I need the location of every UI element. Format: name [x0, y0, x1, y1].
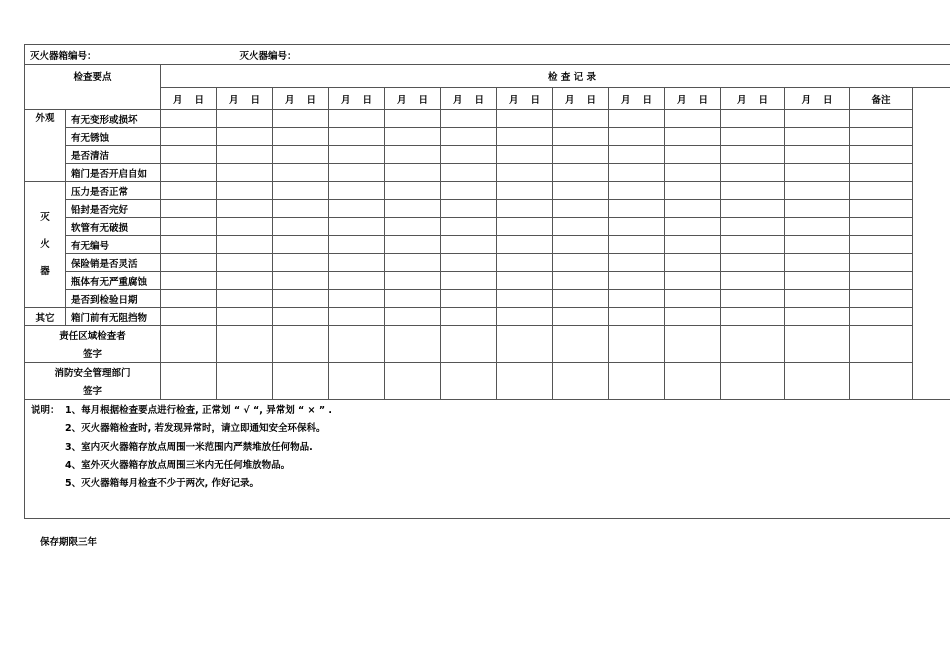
record-cell[interactable]: [497, 272, 553, 290]
month-label: 月: [508, 94, 519, 106]
check-item-label: 有无变形或损坏: [66, 110, 161, 128]
record-cell[interactable]: [609, 200, 665, 218]
month-day-label: [677, 92, 708, 106]
signature-cell[interactable]: [273, 326, 329, 363]
month-label: 月: [564, 94, 575, 106]
day-label: 日: [250, 94, 261, 106]
check-item-row: [25, 164, 950, 182]
date-column-header: [161, 88, 217, 110]
record-cell[interactable]: [217, 146, 273, 164]
notes-row: [25, 400, 950, 519]
month-label: 月: [228, 94, 239, 106]
group-label-char: 灭: [40, 212, 50, 223]
record-cell[interactable]: [161, 200, 217, 218]
record-cell[interactable]: [497, 128, 553, 146]
date-header-row: [25, 88, 950, 110]
record-cell[interactable]: [785, 182, 850, 200]
check-item-row: [25, 218, 950, 236]
day-label: 日: [758, 94, 769, 106]
record-cell[interactable]: [785, 236, 850, 254]
date-column-header: [721, 88, 785, 110]
record-cell[interactable]: [217, 254, 273, 272]
record-cell[interactable]: [441, 308, 497, 326]
record-cell[interactable]: [329, 128, 385, 146]
check-item-label: 箱门是否开启自如: [66, 164, 161, 182]
record-cell[interactable]: [665, 110, 721, 128]
record-cell[interactable]: [385, 128, 441, 146]
month-day-label: [509, 92, 540, 106]
record-cell[interactable]: [217, 182, 273, 200]
record-cell[interactable]: [721, 146, 785, 164]
record-cell[interactable]: [385, 290, 441, 308]
record-cell[interactable]: [665, 164, 721, 182]
record-cell[interactable]: [385, 218, 441, 236]
record-cell[interactable]: [441, 236, 497, 254]
record-cell[interactable]: [329, 146, 385, 164]
note-item: 2、灭火器箱检查时, 若发现异常时，请立即通知安全环保科。: [65, 423, 326, 435]
record-cell[interactable]: [329, 290, 385, 308]
record-cell[interactable]: [665, 290, 721, 308]
record-cell[interactable]: [850, 128, 913, 146]
record-cell[interactable]: [609, 308, 665, 326]
record-cell[interactable]: [665, 128, 721, 146]
retention-period: 保存期限三年: [40, 537, 98, 548]
record-cell[interactable]: [217, 128, 273, 146]
header-row: [25, 45, 950, 65]
record-cell[interactable]: [553, 200, 609, 218]
record-cell[interactable]: [553, 308, 609, 326]
record-cell[interactable]: [329, 308, 385, 326]
record-cell[interactable]: [329, 218, 385, 236]
note-item: 3、室内灭火器箱存放点周围一米范围内严禁堆放任何物品.: [65, 441, 313, 453]
signature-row: [25, 326, 950, 345]
record-cell[interactable]: [721, 110, 785, 128]
record-cell[interactable]: [850, 236, 913, 254]
date-column-header: [273, 88, 329, 110]
date-column-header: [553, 88, 609, 110]
inspection-record-table: [24, 44, 950, 519]
month-day-label: [285, 92, 316, 106]
record-cell[interactable]: [785, 110, 850, 128]
record-cell[interactable]: [850, 272, 913, 290]
record-cell[interactable]: [273, 254, 329, 272]
day-label: 日: [362, 94, 373, 106]
record-cell[interactable]: [609, 218, 665, 236]
date-column-header: [329, 88, 385, 110]
check-item-label: 有无锈蚀: [66, 128, 161, 146]
check-item-label: 软管有无破损: [66, 218, 161, 236]
record-cell[interactable]: [850, 200, 913, 218]
record-cell[interactable]: [665, 308, 721, 326]
record-cell[interactable]: [609, 272, 665, 290]
record-cell[interactable]: [385, 164, 441, 182]
month-label: 月: [452, 94, 463, 106]
month-day-label: [801, 92, 832, 106]
record-cell[interactable]: [609, 164, 665, 182]
signature-cell[interactable]: [785, 363, 850, 400]
signature-cell[interactable]: [785, 326, 850, 363]
check-item-row: [25, 272, 950, 290]
signature-cell[interactable]: [553, 326, 609, 363]
record-cell[interactable]: [273, 128, 329, 146]
record-cell[interactable]: [273, 308, 329, 326]
month-day-label: [621, 92, 652, 106]
record-cell[interactable]: [161, 110, 217, 128]
record-cell[interactable]: [273, 110, 329, 128]
note-item: 4、室外灭火器箱存放点周围三米内无任何堆放物品。: [65, 459, 291, 471]
record-cell[interactable]: [217, 164, 273, 182]
record-cell[interactable]: [785, 308, 850, 326]
signature-sign-label: 签字: [25, 381, 161, 400]
signature-cell[interactable]: [497, 363, 553, 400]
signature-cell[interactable]: [497, 326, 553, 363]
record-cell[interactable]: [385, 200, 441, 218]
record-cell[interactable]: [441, 164, 497, 182]
check-item-row: [25, 182, 950, 200]
record-cell[interactable]: [217, 290, 273, 308]
record-cell[interactable]: [553, 236, 609, 254]
record-cell[interactable]: [161, 272, 217, 290]
record-cell[interactable]: [721, 290, 785, 308]
record-cell[interactable]: [785, 164, 850, 182]
day-label: 日: [823, 94, 833, 106]
record-cell[interactable]: [441, 146, 497, 164]
record-cell[interactable]: [609, 110, 665, 128]
record-cell[interactable]: [721, 182, 785, 200]
record-cell[interactable]: [850, 218, 913, 236]
day-label: 日: [474, 94, 485, 106]
signature-cell[interactable]: [553, 363, 609, 400]
signature-sign-label: 签字: [25, 344, 161, 363]
check-item-label: 是否到检验日期: [66, 290, 161, 308]
group-label-char: 火: [40, 239, 50, 250]
record-cell[interactable]: [609, 290, 665, 308]
record-cell[interactable]: [850, 182, 913, 200]
signature-cell[interactable]: [161, 326, 217, 363]
month-label: 月: [620, 94, 631, 106]
day-label: 日: [418, 94, 429, 106]
check-item-row: [25, 254, 950, 272]
month-day-label: [229, 92, 260, 106]
group-label-char: 器: [40, 266, 50, 277]
record-cell[interactable]: [273, 146, 329, 164]
record-cell[interactable]: [553, 182, 609, 200]
record-cell[interactable]: [721, 218, 785, 236]
signature-cell[interactable]: [273, 363, 329, 400]
record-cell[interactable]: [217, 272, 273, 290]
check-item-label: 箱门前有无阻挡物: [66, 308, 161, 326]
notes-box: [25, 400, 950, 493]
record-cell[interactable]: [161, 254, 217, 272]
record-cell[interactable]: [497, 200, 553, 218]
date-column-header: [441, 88, 497, 110]
record-cell[interactable]: [553, 218, 609, 236]
note-item: 1、每月根据检查要点进行检查, 正常划 “ √ “, 异常划 “ × ” .: [65, 405, 332, 416]
note-item: 5、灭火器箱每月检查不少于两次, 作好记录。: [65, 478, 260, 490]
date-column-header: [217, 88, 273, 110]
month-day-label: [173, 92, 204, 106]
signature-cell[interactable]: [385, 326, 441, 363]
record-cell[interactable]: [161, 236, 217, 254]
signature-cell[interactable]: [721, 363, 785, 400]
check-item-label: 压力是否正常: [66, 182, 161, 200]
inspection-points-header: 检查要点: [25, 65, 161, 110]
record-cell[interactable]: [441, 200, 497, 218]
signature-cell[interactable]: [665, 326, 721, 363]
record-cell[interactable]: [329, 236, 385, 254]
day-label: 日: [306, 94, 317, 106]
record-cell[interactable]: [553, 164, 609, 182]
record-cell[interactable]: [217, 110, 273, 128]
date-column-header: [497, 88, 553, 110]
signature-cell[interactable]: [721, 326, 785, 363]
record-cell[interactable]: [329, 182, 385, 200]
record-cell[interactable]: [609, 146, 665, 164]
signature-role-label: 责任区域检查者: [25, 326, 161, 345]
record-cell[interactable]: [441, 182, 497, 200]
remark-header: 备注: [850, 88, 913, 110]
record-cell[interactable]: [273, 164, 329, 182]
record-cell[interactable]: [609, 236, 665, 254]
record-cell[interactable]: [850, 254, 913, 272]
record-cell[interactable]: [850, 110, 913, 128]
day-label: 日: [530, 94, 541, 106]
record-cell[interactable]: [553, 146, 609, 164]
record-cell[interactable]: [441, 254, 497, 272]
record-cell[interactable]: [161, 218, 217, 236]
date-column-header: [785, 88, 850, 110]
record-cell[interactable]: [785, 272, 850, 290]
record-cell[interactable]: [497, 146, 553, 164]
record-cell[interactable]: [273, 236, 329, 254]
record-cell[interactable]: [497, 218, 553, 236]
signature-cell[interactable]: [609, 363, 665, 400]
record-cell[interactable]: [785, 218, 850, 236]
record-cell[interactable]: [665, 218, 721, 236]
date-column-header: [609, 88, 665, 110]
record-cell[interactable]: [497, 110, 553, 128]
record-cell[interactable]: [665, 182, 721, 200]
check-item-label: 瓶体有无严重腐蚀: [66, 272, 161, 290]
signature-cell[interactable]: [217, 363, 273, 400]
record-cell[interactable]: [441, 218, 497, 236]
record-cell[interactable]: [329, 254, 385, 272]
record-cell[interactable]: [665, 236, 721, 254]
group-label-text: 其它: [35, 312, 55, 324]
record-cell[interactable]: [385, 146, 441, 164]
record-cell[interactable]: [721, 200, 785, 218]
record-cell[interactable]: [161, 182, 217, 200]
signature-cell[interactable]: [609, 326, 665, 363]
record-cell[interactable]: [497, 164, 553, 182]
record-cell[interactable]: [273, 218, 329, 236]
record-cell[interactable]: [161, 146, 217, 164]
record-cell[interactable]: [497, 182, 553, 200]
signature-cell[interactable]: [850, 326, 913, 363]
record-cell[interactable]: [850, 308, 913, 326]
month-label: 月: [172, 94, 183, 106]
record-cell[interactable]: [441, 272, 497, 290]
signature-cell[interactable]: [161, 363, 217, 400]
signature-cell[interactable]: [441, 363, 497, 400]
record-cell[interactable]: [217, 236, 273, 254]
record-cell[interactable]: [385, 110, 441, 128]
record-cell[interactable]: [553, 290, 609, 308]
record-cell[interactable]: [665, 272, 721, 290]
check-item-row: [25, 110, 950, 128]
record-cell[interactable]: [329, 164, 385, 182]
inspection-records-header: 检 查 记 录: [161, 65, 950, 88]
signature-cell[interactable]: [385, 363, 441, 400]
record-cell[interactable]: [217, 200, 273, 218]
title-row: [25, 65, 950, 88]
month-label: 月: [736, 94, 747, 106]
check-item-row: [25, 308, 950, 326]
month-day-label: [453, 92, 484, 106]
check-item-row: [25, 290, 950, 308]
check-item-label: 保险销是否灵活: [66, 254, 161, 272]
record-cell[interactable]: [385, 272, 441, 290]
month-label: 月: [396, 94, 407, 106]
check-item-row: [25, 236, 950, 254]
record-cell[interactable]: [721, 128, 785, 146]
group-label: [25, 308, 66, 326]
record-cell[interactable]: [497, 308, 553, 326]
header-cell: [25, 45, 950, 65]
record-cell[interactable]: [329, 272, 385, 290]
record-cell[interactable]: [721, 272, 785, 290]
record-cell[interactable]: [850, 146, 913, 164]
record-cell[interactable]: [785, 146, 850, 164]
record-cell[interactable]: [497, 290, 553, 308]
record-cell[interactable]: [161, 164, 217, 182]
month-day-label: [341, 92, 372, 106]
signature-cell[interactable]: [665, 363, 721, 400]
record-cell[interactable]: [385, 254, 441, 272]
box-number-label: 灭火器箱编号：: [30, 50, 97, 62]
record-cell[interactable]: [273, 272, 329, 290]
check-item-row: [25, 146, 950, 164]
signature-cell[interactable]: [329, 326, 385, 363]
record-cell[interactable]: [785, 200, 850, 218]
record-cell[interactable]: [850, 290, 913, 308]
record-cell[interactable]: [273, 200, 329, 218]
record-cell[interactable]: [385, 182, 441, 200]
signature-cell[interactable]: [329, 363, 385, 400]
record-cell[interactable]: [441, 128, 497, 146]
record-cell[interactable]: [329, 110, 385, 128]
check-item-row: [25, 128, 950, 146]
record-cell[interactable]: [785, 128, 850, 146]
record-cell[interactable]: [161, 308, 217, 326]
month-label: 月: [340, 94, 351, 106]
record-cell[interactable]: [385, 308, 441, 326]
record-cell[interactable]: [329, 200, 385, 218]
record-cell[interactable]: [441, 290, 497, 308]
record-cell[interactable]: [273, 290, 329, 308]
month-day-label: [737, 92, 768, 106]
day-label: 日: [194, 94, 205, 106]
record-cell[interactable]: [217, 218, 273, 236]
record-cell[interactable]: [385, 236, 441, 254]
extinguisher-number-label: 灭火器编号：: [239, 50, 297, 62]
notes-cell: [25, 400, 950, 519]
record-cell[interactable]: [721, 308, 785, 326]
record-cell[interactable]: [665, 200, 721, 218]
day-label: 日: [698, 94, 709, 106]
signature-cell[interactable]: [850, 363, 913, 400]
record-cell[interactable]: [721, 254, 785, 272]
signature-cell[interactable]: [217, 326, 273, 363]
group-label-text: 外观: [35, 113, 55, 124]
day-label: 日: [642, 94, 653, 106]
month-day-label: [397, 92, 428, 106]
date-column-header: [385, 88, 441, 110]
record-cell[interactable]: [161, 290, 217, 308]
month-label: 月: [284, 94, 295, 106]
record-cell[interactable]: [161, 128, 217, 146]
month-label: 月: [801, 94, 811, 106]
record-cell[interactable]: [553, 254, 609, 272]
record-cell[interactable]: [785, 254, 850, 272]
day-label: 日: [586, 94, 597, 106]
record-cell[interactable]: [785, 290, 850, 308]
signature-cell[interactable]: [441, 326, 497, 363]
record-cell[interactable]: [721, 236, 785, 254]
date-column-header: [665, 88, 721, 110]
record-cell[interactable]: [609, 254, 665, 272]
record-cell[interactable]: [497, 254, 553, 272]
check-item-label: 是否清洁: [66, 146, 161, 164]
record-cell[interactable]: [497, 236, 553, 254]
group-label: [25, 182, 66, 308]
notes-prefix: 说明：: [31, 405, 60, 416]
record-cell[interactable]: [721, 164, 785, 182]
record-cell[interactable]: [441, 110, 497, 128]
record-cell[interactable]: [553, 110, 609, 128]
record-cell[interactable]: [850, 164, 913, 182]
check-item-label: 铅封是否完好: [66, 200, 161, 218]
record-cell[interactable]: [273, 182, 329, 200]
record-cell[interactable]: [609, 182, 665, 200]
signature-row: [25, 363, 950, 382]
notes-list: [65, 402, 950, 493]
signature-role-label: 消防安全管理部门: [25, 363, 161, 382]
record-cell[interactable]: [609, 128, 665, 146]
check-item-label: 有无编号: [66, 236, 161, 254]
month-label: 月: [676, 94, 687, 106]
check-item-row: [25, 200, 950, 218]
record-cell[interactable]: [665, 254, 721, 272]
record-cell[interactable]: [665, 146, 721, 164]
month-day-label: [565, 92, 596, 106]
record-cell[interactable]: [217, 308, 273, 326]
group-label: [25, 110, 66, 182]
record-cell[interactable]: [553, 128, 609, 146]
record-cell[interactable]: [553, 272, 609, 290]
